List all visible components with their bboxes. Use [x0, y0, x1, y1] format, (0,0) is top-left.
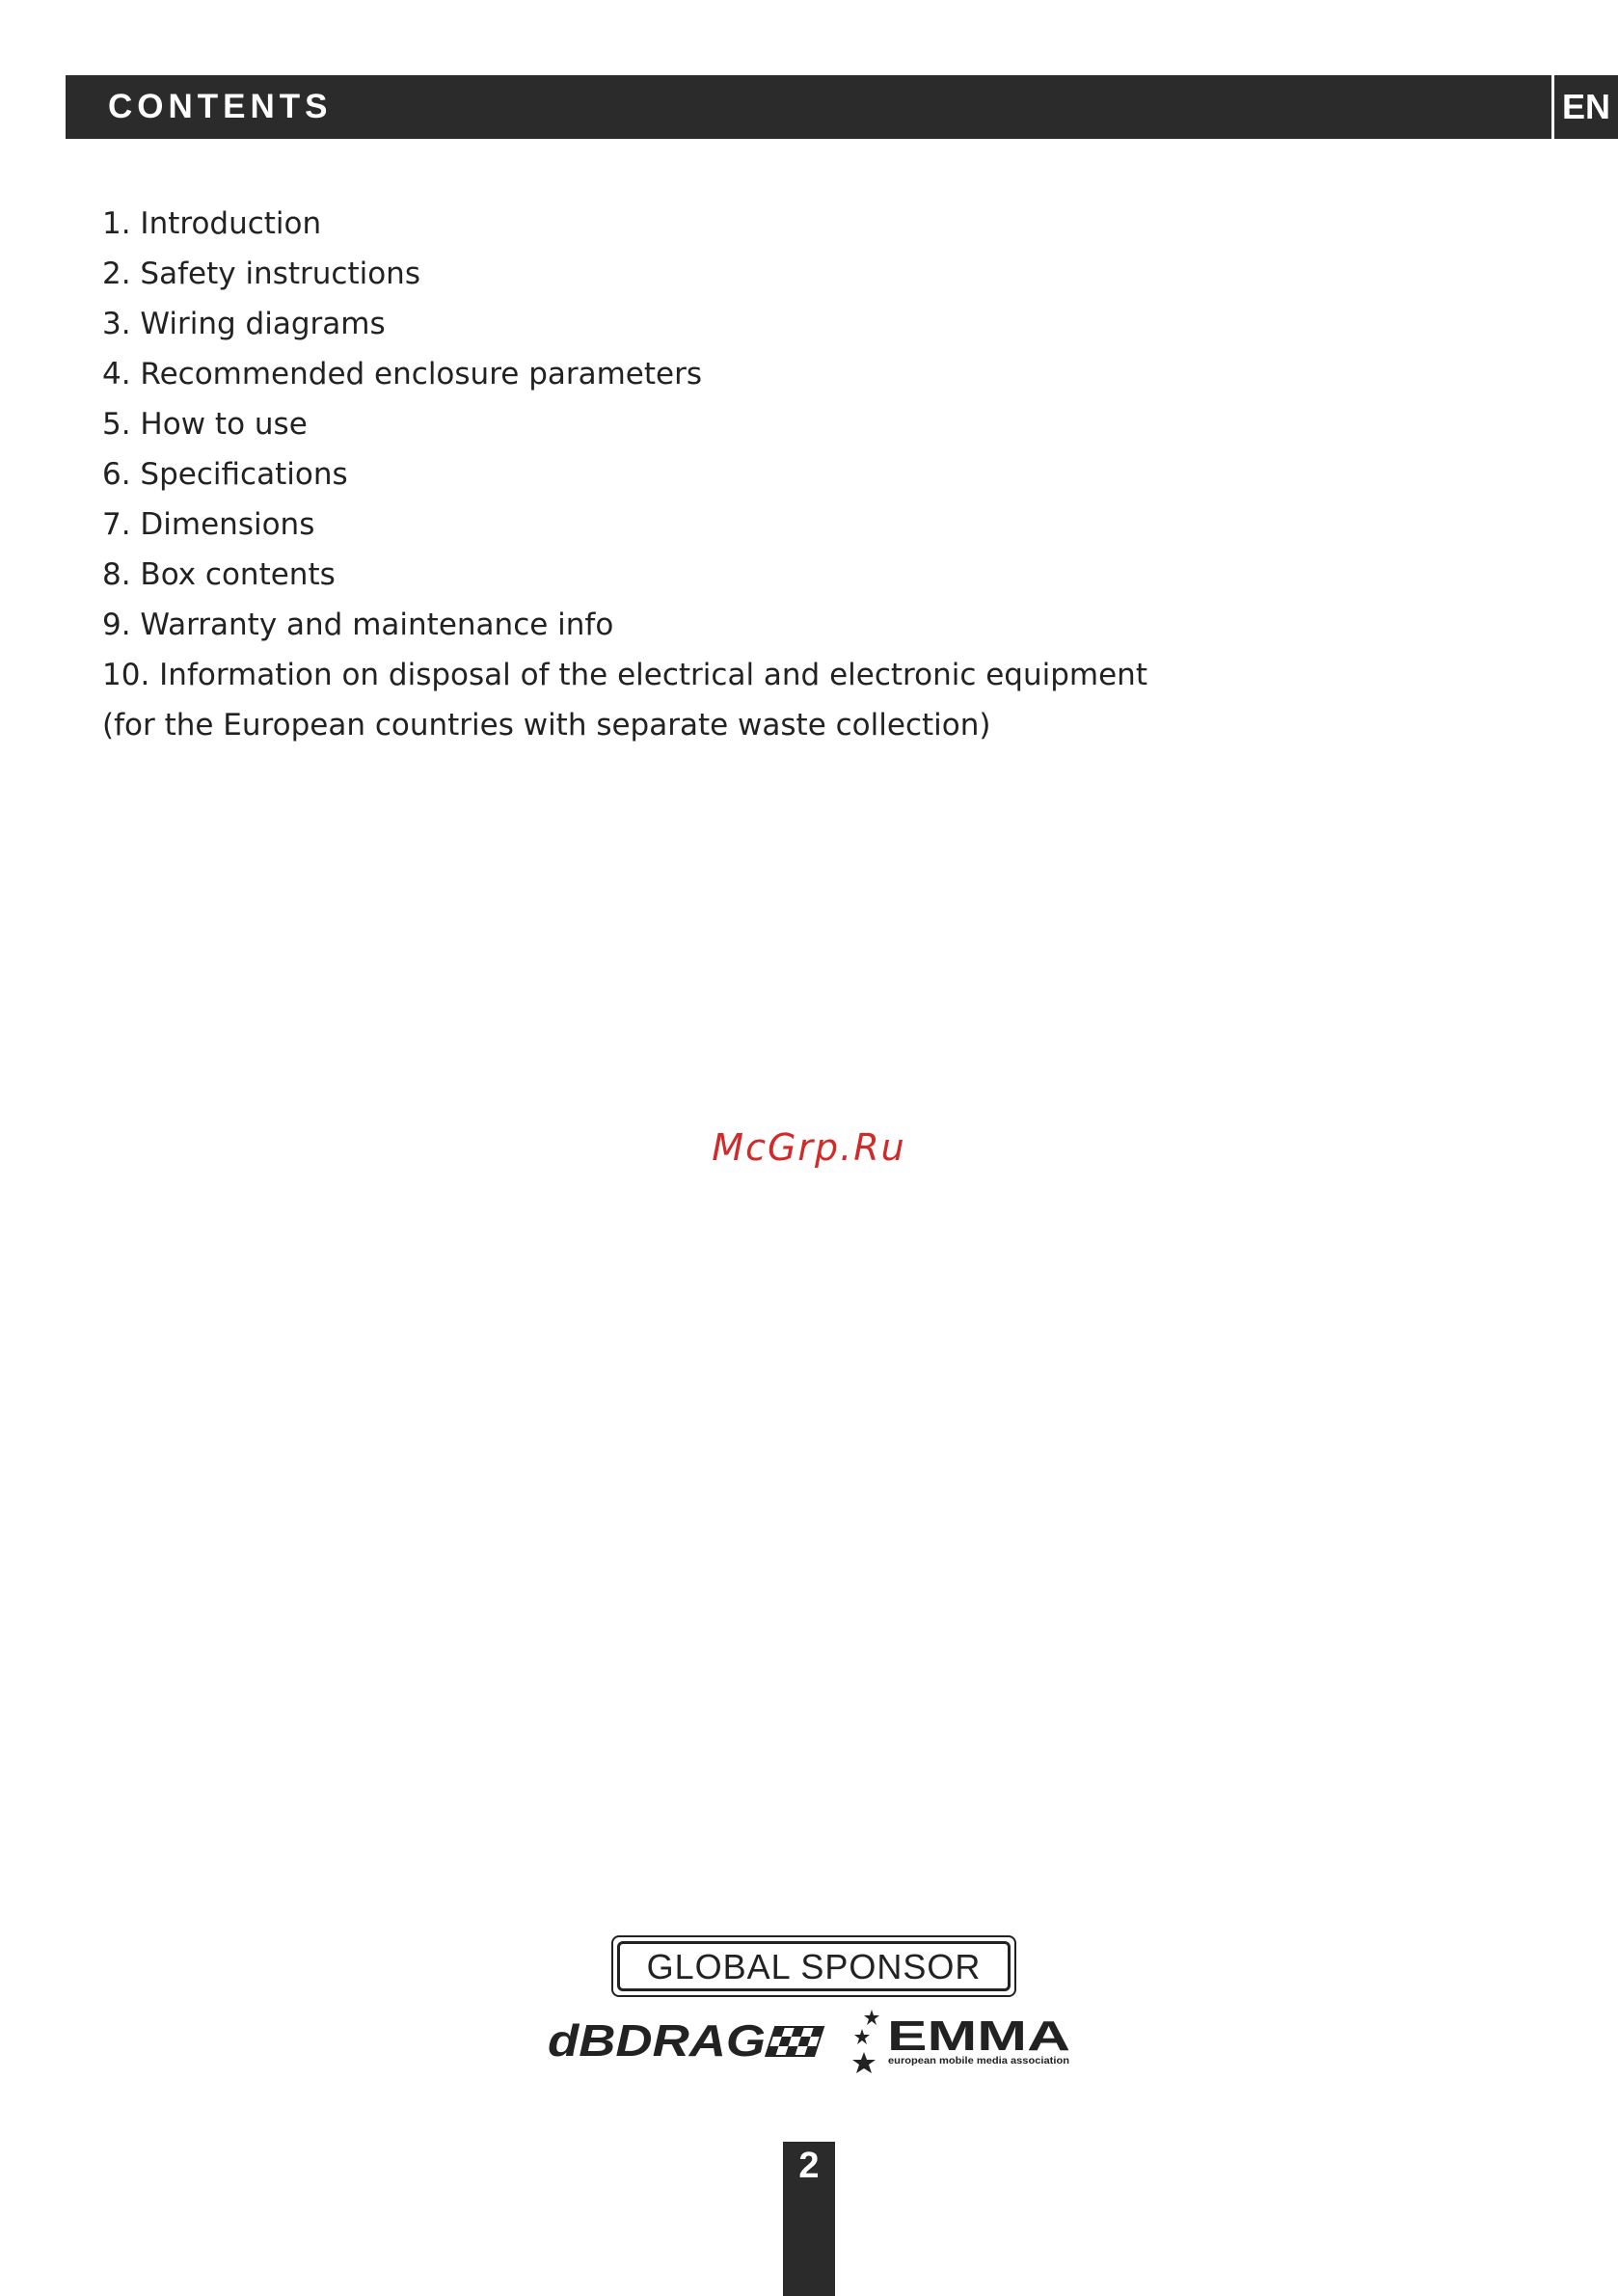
page-number-tab: [783, 2142, 835, 2296]
toc-item-specifications[interactable]: 6. Specifications: [102, 457, 348, 492]
stars-icon: [852, 2010, 879, 2073]
dbdrag-logo-text: dBDRAG: [548, 2015, 766, 2064]
toc-item-enclosure-parameters[interactable]: 4. Recommended enclosure parameters: [102, 357, 702, 392]
global-sponsor-badge: [611, 1935, 1016, 1997]
dbdrag-logo: [546, 2015, 831, 2064]
toc-item-wiring-diagrams[interactable]: 3. Wiring diagrams: [102, 307, 386, 341]
watermark: McGrp.Ru: [712, 1126, 906, 1169]
language-badge: EN: [1554, 75, 1618, 139]
toc-item-how-to-use[interactable]: 5. How to use: [102, 407, 308, 442]
emma-logo: [849, 2008, 1074, 2075]
page-title: CONTENTS: [108, 88, 333, 125]
page-number: 2: [798, 2146, 820, 2186]
toc-item-disposal-note: (for the European countries with separate waste collection): [102, 708, 991, 743]
toc-item-disposal-info[interactable]: 10. Information on disposal of the electrical and electronic equipment: [102, 658, 1147, 692]
toc-item-box-contents[interactable]: 8. Box contents: [102, 557, 336, 592]
toc-item-introduction[interactable]: 1. Introduction: [102, 206, 322, 241]
toc-item-dimensions[interactable]: 7. Dimensions: [102, 507, 315, 542]
checkered-flag-icon: [766, 2027, 823, 2056]
emma-tagline: european mobile media association: [888, 2056, 1069, 2066]
toc-item-safety-instructions[interactable]: 2. Safety instructions: [102, 257, 420, 291]
global-sponsor-label: GLOBAL SPONSOR: [617, 1941, 1011, 1991]
header-bar: [66, 75, 1551, 139]
emma-logo-text: EMMA: [887, 2012, 1070, 2060]
table-of-contents: [102, 199, 1147, 750]
toc-item-warranty[interactable]: 9. Warranty and maintenance info: [102, 608, 614, 642]
